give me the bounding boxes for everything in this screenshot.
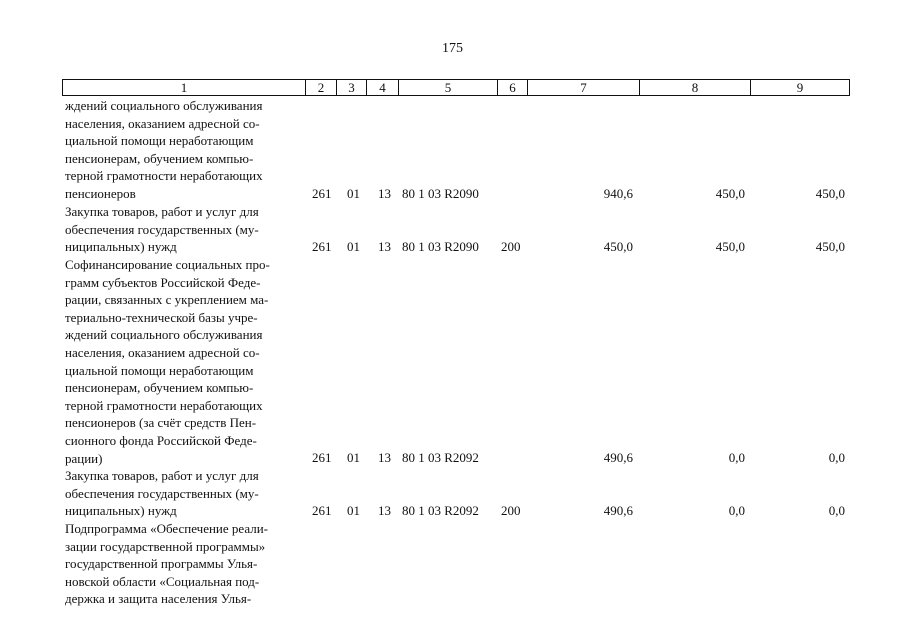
cell-col-8: 450,0 — [715, 239, 745, 254]
cell-col-5: 80 1 03 R2092 — [402, 450, 479, 465]
table-row — [0, 203, 905, 256]
row-description: ждений социального обслуживания населения, оказанием адресной со- циальной помощи неработающим пенсионерам, обучением компью- терной грамотности неработающих пенсионеров — [65, 98, 263, 201]
header-col-9: 9 — [796, 80, 804, 95]
row-description: Закупка товаров, работ и услуг для обеспечения государственных (му- ниципальных) нужд — [65, 204, 259, 255]
table-header — [62, 79, 850, 96]
cell-col-9: 0,0 — [828, 450, 845, 465]
cell-col-8: 0,0 — [728, 503, 745, 518]
header-col-4: 4 — [367, 80, 399, 95]
cell-col-4: 13 — [378, 450, 391, 465]
header-col-1: 1 — [63, 80, 306, 95]
cell-col-4: 13 — [378, 239, 391, 254]
cell-col-7: 450,0 — [603, 239, 633, 254]
cell-col-4: 13 — [378, 186, 391, 201]
cell-col-2: 261 — [312, 450, 332, 465]
cell-col-5: 80 1 03 R2090 — [402, 239, 479, 254]
table-row — [0, 97, 905, 203]
table-row — [0, 467, 905, 520]
row-description: Софинансирование социальных про- грамм субъектов Российской Феде- рации, связанных с укреплением ма- териально-технической базы учре- ждений социального обслуживания населения, оказанием адресной со- циальной помощи неработающим пенсионерам, обучением компью- терной грамотности неработающих пенсионеров (за счёт средств Пен- сионного фонда Российской Феде- рации) — [65, 257, 270, 466]
cell-col-9: 450,0 — [815, 239, 845, 254]
cell-col-3: 01 — [347, 450, 360, 465]
row-description: Подпрограмма «Обеспечение реали- зации государственной программы» государственной программы Улья- новской области «Социальная под- держка и защита населения Улья- — [65, 521, 268, 607]
table-row — [0, 520, 905, 610]
cell-col-8: 0,0 — [728, 450, 745, 465]
cell-col-2: 261 — [312, 239, 332, 254]
cell-col-6: 200 — [501, 503, 521, 518]
header-col-6: 6 — [498, 80, 528, 95]
cell-col-8: 450,0 — [715, 186, 745, 201]
header-col-2: 2 — [306, 80, 337, 95]
cell-col-7: 490,6 — [603, 450, 633, 465]
header-col-8: 8 — [640, 80, 751, 95]
cell-col-5: 80 1 03 R2090 — [402, 186, 479, 201]
header-col-7: 7 — [528, 80, 640, 95]
cell-col-7: 490,6 — [603, 503, 633, 518]
cell-col-3: 01 — [347, 186, 360, 201]
cell-col-9: 450,0 — [815, 186, 845, 201]
page-number: 175 — [442, 41, 463, 56]
cell-col-3: 01 — [347, 503, 360, 518]
row-description: Закупка товаров, работ и услуг для обеспечения государственных (му- ниципальных) нужд — [65, 468, 259, 519]
cell-col-5: 80 1 03 R2092 — [402, 503, 479, 518]
cell-col-4: 13 — [378, 503, 391, 518]
table-row — [0, 256, 905, 467]
cell-col-9: 0,0 — [828, 503, 845, 518]
cell-col-2: 261 — [312, 503, 332, 518]
header-col-3: 3 — [337, 80, 367, 95]
cell-col-2: 261 — [312, 186, 332, 201]
cell-col-7: 940,6 — [603, 186, 633, 201]
header-col-5: 5 — [399, 80, 498, 95]
cell-col-3: 01 — [347, 239, 360, 254]
cell-col-6: 200 — [501, 239, 521, 254]
